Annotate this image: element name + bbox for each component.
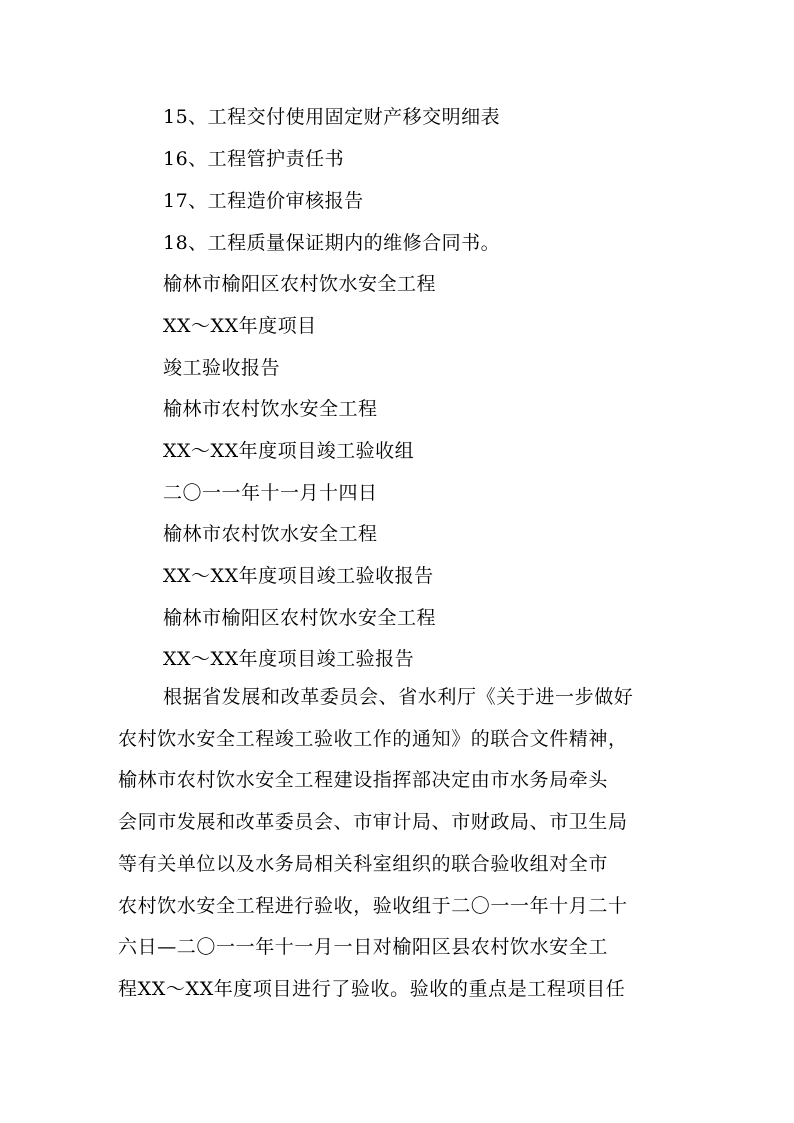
heading-yulin-project-2: 榆林市农村饮水安全工程 [163,523,378,545]
body-line: 农村饮水安全工程竣工验收工作的通知》的联合文件精神， [118,727,628,750]
body-line: 根据省发展和改革委员会、省水利厅《关于进一步做好 [163,686,634,708]
heading-yuyang-project: 榆林市榆阳区农村饮水安全工程 [163,273,437,295]
list-item-17: 17、工程造价审核报告 [163,190,364,212]
body-line: 会同市发展和改革委员会、市审计局、市财政局、市卫生局 [118,811,628,834]
body-line: 农村饮水安全工程进行验收，验收组于二〇一一年十月二十 [118,894,628,917]
heading-acceptance-group: XX～XX年度项目竣工验收组 [163,440,415,462]
heading-yulin-project: 榆林市农村饮水安全工程 [163,398,378,420]
heading-acceptance-report-2: XX～XX年度项目竣工验收报告 [163,565,434,587]
heading-date: 二〇一一年十一月十四日 [163,482,378,504]
heading-year-project: XX～XX年度项目 [163,315,317,337]
body-line: 榆林市农村饮水安全工程建设指挥部决定由市水务局牵头 [118,769,609,792]
body-line: 六日—二〇一一年十一月一日对榆阳区县农村饮水安全工 [118,936,609,959]
heading-acceptance-report-3: XX～XX年度项目竣工验报告 [163,648,415,670]
heading-acceptance-report: 竣工验收报告 [163,357,281,379]
body-line: 等有关单位以及水务局相关科室组织的联合验收组对全市 [118,852,609,875]
list-item-16: 16、工程管护责任书 [163,148,345,170]
body-line: 程XX～XX年度项目进行了验收。验收的重点是工程项目任 [118,977,626,1000]
heading-yuyang-project-2: 榆林市榆阳区农村饮水安全工程 [163,607,437,629]
list-item-15: 15、工程交付使用固定财产移交明细表 [163,106,501,128]
body-paragraph [118,677,678,1011]
list-item-18: 18、工程质量保证期内的维修合同书。 [163,232,501,254]
